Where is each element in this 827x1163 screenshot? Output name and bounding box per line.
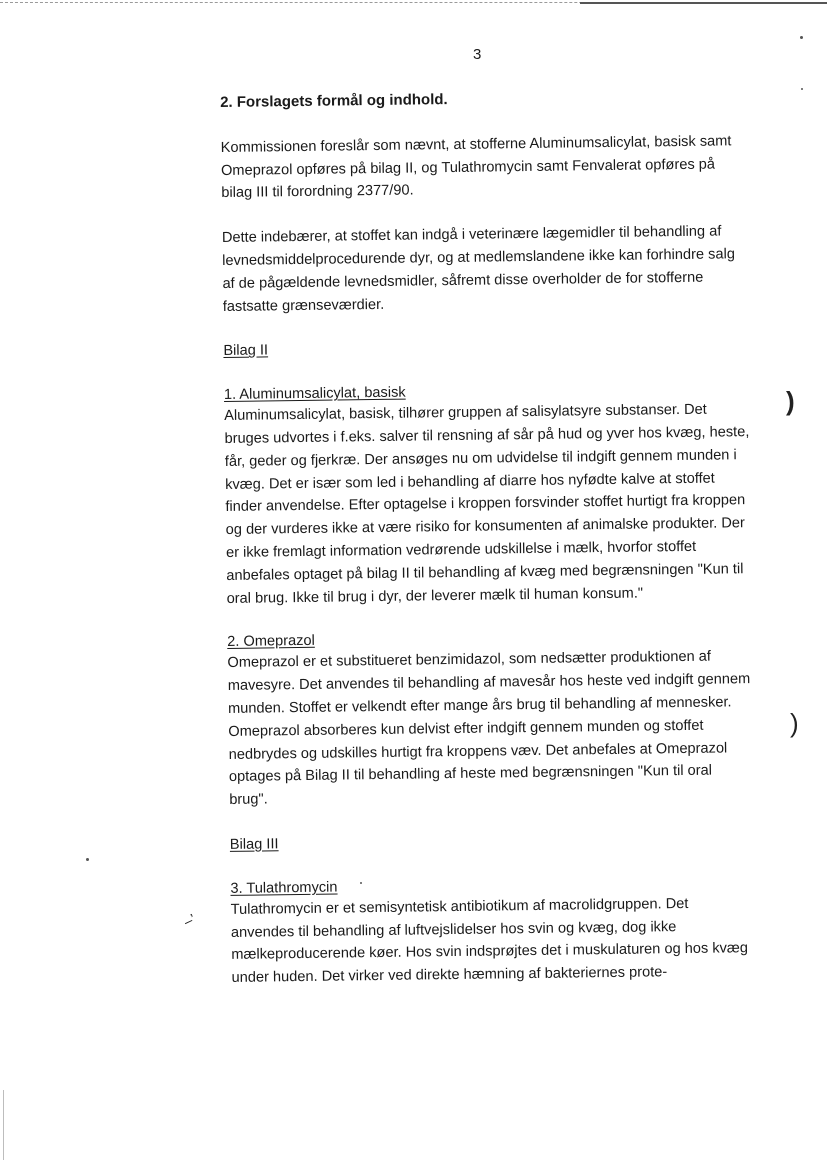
scan-speck <box>360 882 362 884</box>
margin-bracket-mark: ) <box>786 386 795 416</box>
page-number: 3 <box>473 46 482 63</box>
scan-speck <box>86 858 89 861</box>
item-3-text: Tulathromycin er et semisyntetisk antibiotikum af macrolidgruppen. Det anvendes til behandling af luftvejslidelser hos svin og kvæg, dog ikke mælkeproducerende køer. Hos svin indsprøjtes det i muskulaturen og hos kvæg under huden. Det virker ved direkte hæmning af bakteriernes prote- <box>230 895 749 987</box>
scan-left-edge <box>3 1090 4 1160</box>
item-1-title: 1. Aluminumsalicylat, basisk <box>223 384 406 404</box>
intro-paragraph-2: Dette indebærer, at stoffet kan indgå i veterinære lægemidler til behandling af levnedsmiddelprocedurende dyr, og at medlemslandene ikke kan forhindre salg af de pågældende levnedsmidler, såfremt disse overholder de for stofferne fastsatte grænseværdier. <box>221 223 735 315</box>
margin-bracket-mark: ) <box>790 708 799 738</box>
document-body <box>220 85 757 1012</box>
scan-top-edge-dark <box>580 2 827 4</box>
scan-speck <box>800 36 803 39</box>
pen-mark-icon: ‒’ <box>181 910 198 930</box>
item-3-title: 3. Tulathromycin <box>230 879 338 897</box>
item-2-text: Omeprazol er et substitueret benzimidazol, som nedsætter produktionen af mavesyre. Det anvendes til behandling af mavesår hos heste ved indgift gennem munden. Stoffet er velkendt efter mange års brug til behandling af mennesker. Omeprazol absorberes kun delvist efter indgift gennem munden og stoffet nedbrydes og udskilles hurtigt fra kroppens væv. Det anbefales at Omeprazol optages på Bilag II til behandling af heste med begrænsningen "Kun til oral brug". <box>227 648 751 809</box>
intro-paragraph-1: Kommissionen foreslår som nævnt, at stofferne Aluminumsalicylat, basisk samt Omeprazol opføres på bilag II, og Tulathromycin samt Fenvalerat opføres på bilag III til forordning 2377/90. <box>220 133 732 202</box>
section-title: 2. Forslagets formål og indhold. <box>220 91 448 111</box>
bilag-ii-label: Bilag II <box>223 342 269 360</box>
bilag-iii-label: Bilag III <box>229 836 279 853</box>
scan-speck <box>801 88 803 90</box>
item-2-title: 2. Omeprazol <box>227 633 315 651</box>
item-1-text: Aluminumsalicylat, basisk, tilhører gruppen af salisylatsyre substanser. Det bruges udvortes i f.eks. salver til rensning af sår på hud og yver hos kvæg, heste, får, geder og fjerkræ. Der ansøges nu om udvidelse til indgift gennem munden i kvæg. Det er især som led i behandling af diarre hos nyfødte kalve at stoffet finder anvendelse. Efter optagelse i kroppen forsvinder stoffet hurtigt fra kroppen og der vurderes ikke at være risiko for konsumenten af animalske produkter. Der er ikke fremlagt information vedrørende udskillelse i mælk, hvorfor stoffet anbefales optaget på bilag II til behandling af kvæg med begrænsningen "Kun til oral brug. Ikke til brug i dyr, der leverer mælk til human konsum." <box>224 401 750 607</box>
